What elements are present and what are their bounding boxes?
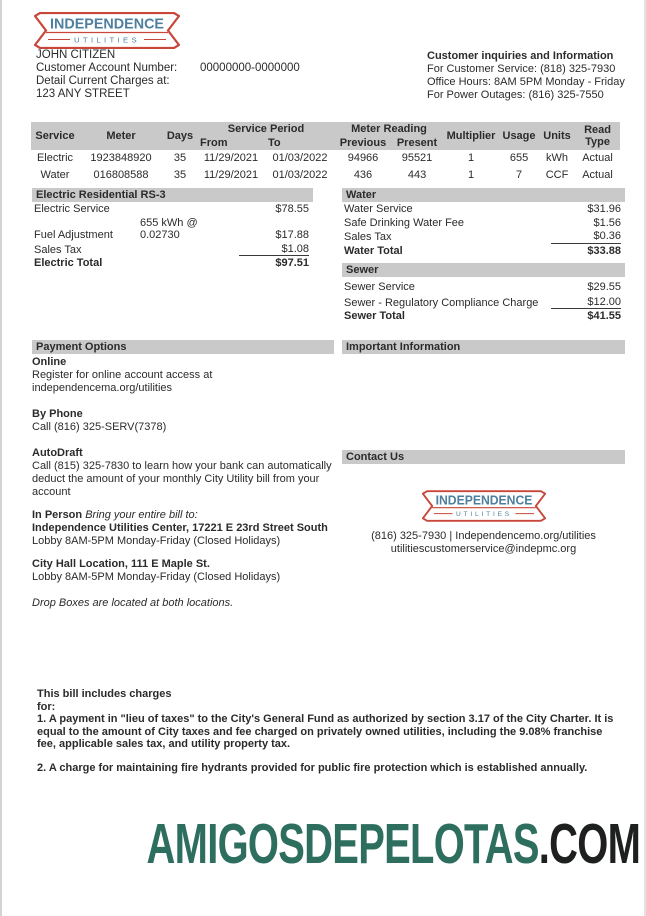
by-phone-heading: By Phone bbox=[32, 408, 83, 420]
col-days: Days bbox=[166, 130, 194, 142]
charge-label: Electric Service bbox=[34, 203, 110, 215]
col-group-service-period: Service Period bbox=[227, 123, 305, 135]
total-amount: $33.88 bbox=[587, 244, 621, 257]
cell-read-type: Actual bbox=[582, 152, 613, 164]
contact-phone-web: (816) 325-7930 | Independencemo.org/utilities bbox=[371, 530, 596, 542]
charge-label: Water Service bbox=[344, 203, 413, 215]
charge-label: Sales Tax bbox=[344, 231, 392, 243]
cell-meter: 016808588 bbox=[93, 169, 149, 181]
customer-inquiries-block bbox=[427, 50, 637, 102]
total-amount: $41.55 bbox=[587, 310, 621, 322]
charge-row bbox=[342, 281, 625, 294]
table-row-electric bbox=[31, 150, 620, 167]
notes-heading-line1: This bill includes charges bbox=[37, 688, 172, 700]
logo-title-text: INDEPENDENCE bbox=[50, 15, 164, 33]
cell-read-type: Actual bbox=[582, 169, 613, 181]
contact-email: utilitiescustomerservice@indepmc.org bbox=[390, 543, 577, 555]
col-previous: Previous bbox=[339, 137, 387, 149]
cell-multiplier: 1 bbox=[467, 152, 475, 164]
cell-present: 95521 bbox=[401, 152, 433, 164]
by-phone-line: Call (816) 325-SERV(7378) bbox=[32, 421, 167, 433]
col-units: Units bbox=[543, 130, 571, 142]
service-address: 123 ANY STREET bbox=[36, 88, 130, 100]
charge-label: Fuel Adjustment bbox=[34, 229, 113, 241]
contact-us-header: Contact Us bbox=[342, 450, 625, 464]
watermark-site-name: AMIGOSDEPELOTAS bbox=[146, 812, 539, 876]
cell-from: 11/29/2021 bbox=[203, 152, 259, 164]
cell-usage: 7 bbox=[515, 169, 523, 181]
online-url: independencema.org/utilities bbox=[32, 382, 173, 394]
cell-previous: 94966 bbox=[347, 152, 379, 164]
power-outages-phone: For Power Outages: (816) 325-7550 bbox=[427, 89, 604, 101]
independence-utilities-logo-small bbox=[342, 490, 625, 526]
col-group-meter-reading: Meter Reading bbox=[351, 123, 427, 135]
total-label: Electric Total bbox=[34, 257, 103, 269]
sewer-total-row bbox=[342, 310, 625, 323]
cell-usage: 655 bbox=[509, 152, 529, 164]
meter-table-header bbox=[31, 122, 620, 150]
drop-boxes-note: Drop Boxes are located at both locations. bbox=[32, 597, 234, 609]
in-person-hours: Lobby 8AM-5PM Monday-Friday (Closed Holidays) bbox=[32, 535, 281, 547]
customer-name: JOHN CITIZEN bbox=[36, 49, 116, 61]
cell-service: Electric bbox=[36, 152, 74, 164]
cell-present: 443 bbox=[407, 169, 427, 181]
logo-title-text: INDEPENDENCE bbox=[435, 492, 532, 508]
electric-total-row bbox=[32, 257, 313, 270]
charge-label: Sewer Service bbox=[344, 281, 415, 293]
city-hall-location: City Hall Location, 111 E Maple St. bbox=[32, 558, 210, 570]
charge-amount: $29.55 bbox=[587, 281, 621, 293]
bill-charges-notes bbox=[37, 688, 621, 774]
col-to: To bbox=[268, 137, 281, 149]
watermark-tld: .COM bbox=[538, 812, 640, 876]
independence-utilities-logo bbox=[34, 12, 180, 53]
col-service: Service bbox=[35, 130, 75, 142]
charge-row bbox=[32, 243, 313, 257]
charge-amount: $78.55 bbox=[275, 203, 309, 215]
inquiries-title: Customer inquiries and Information bbox=[427, 50, 614, 62]
payment-options-section bbox=[32, 340, 334, 610]
cell-to: 01/03/2022 bbox=[272, 152, 328, 164]
cell-days: 35 bbox=[173, 169, 187, 181]
in-person-note: Bring your entire bill to: bbox=[85, 509, 198, 521]
electric-charges-section bbox=[32, 188, 313, 270]
cell-previous: 436 bbox=[353, 169, 373, 181]
cell-days: 35 bbox=[173, 152, 187, 164]
table-row-water bbox=[31, 167, 620, 184]
important-information-header: Important Information bbox=[342, 340, 625, 354]
total-label: Sewer Total bbox=[344, 310, 405, 322]
charge-amount: $0.36 bbox=[551, 230, 621, 244]
account-number-label: Customer Account Number: bbox=[36, 62, 178, 74]
in-person-location: Independence Utilities Center, 17221 E 23rd Street South bbox=[32, 522, 328, 534]
cell-service: Water bbox=[40, 169, 70, 181]
ribbon-banner bbox=[422, 490, 546, 522]
meter-readings-table bbox=[31, 122, 620, 184]
charge-row bbox=[342, 296, 625, 310]
detail-charges-label: Detail Current Charges at: bbox=[36, 75, 170, 87]
charge-amount: $17.88 bbox=[275, 229, 309, 241]
col-from: From bbox=[200, 137, 228, 149]
water-section-header: Water bbox=[342, 188, 625, 202]
charge-amount: $1.08 bbox=[239, 243, 309, 257]
customer-service-phone: For Customer Service: (818) 325-7930 bbox=[427, 63, 616, 75]
cell-units: kWh bbox=[546, 152, 569, 164]
col-usage: Usage bbox=[502, 130, 536, 142]
water-total-row bbox=[342, 245, 625, 258]
logo-subtitle-text: UTILITIES bbox=[455, 512, 512, 519]
charge-amount: $12.00 bbox=[551, 296, 621, 310]
notes-heading-line2: for: bbox=[37, 700, 56, 713]
contact-us-section bbox=[342, 450, 625, 556]
charge-amount: $31.96 bbox=[587, 203, 621, 215]
in-person-heading: In Person bbox=[32, 509, 83, 521]
charge-label: Sales Tax bbox=[34, 243, 82, 256]
account-number-value: 00000000-0000000 bbox=[200, 62, 300, 74]
notes-item-2: 2. A charge for maintaining fire hydrants provided for public fire protection which is established annually. bbox=[37, 761, 588, 774]
notes-item-1: 1. A payment in "lieu of taxes" to the City's General Fund as authorized by section 3.17 of the City Charter. It is equal to the amount of City taxes and fee charged on privately owned utilities, including the 9.08% franchise fee, applicable sales tax, and utility property tax. bbox=[37, 713, 614, 750]
col-read-type: Read Type bbox=[584, 124, 611, 148]
office-hours: Office Hours: 8AM 5PM Monday - Friday bbox=[427, 76, 625, 88]
charge-row bbox=[32, 217, 313, 242]
total-label: Water Total bbox=[344, 244, 403, 257]
sewer-section-header: Sewer bbox=[342, 263, 625, 277]
watermark bbox=[146, 812, 640, 876]
charge-row bbox=[342, 230, 625, 244]
payment-options-header: Payment Options bbox=[32, 340, 334, 354]
charge-label: Safe Drinking Water Fee bbox=[344, 216, 465, 229]
charge-row bbox=[342, 217, 625, 230]
electric-section-header: Electric Residential RS-3 bbox=[32, 188, 313, 202]
charge-row bbox=[342, 203, 625, 216]
charge-label: Sewer - Regulatory Compliance Charge bbox=[344, 296, 539, 309]
city-hall-hours: Lobby 8AM-5PM Monday-Friday (Closed Holidays) bbox=[32, 571, 281, 583]
important-information-section bbox=[342, 340, 625, 354]
online-heading: Online bbox=[32, 356, 67, 368]
charge-amount: $1.56 bbox=[593, 216, 621, 229]
autodraft-text: Call (815) 325-7830 to learn how your bank can automatically deduct the amount of your monthly City Utility bill from your account bbox=[32, 460, 332, 498]
logo-subtitle-text: UTILITIES bbox=[74, 37, 140, 45]
cell-units: CCF bbox=[545, 169, 569, 181]
col-present: Present bbox=[396, 137, 438, 149]
cell-to: 01/03/2022 bbox=[272, 169, 328, 181]
charge-detail: 655 kWh @ 0.02730 bbox=[140, 216, 198, 241]
cell-multiplier: 1 bbox=[467, 169, 475, 181]
charge-row bbox=[32, 203, 313, 216]
cell-from: 11/29/2021 bbox=[203, 169, 259, 181]
total-amount: $97.51 bbox=[275, 257, 309, 269]
customer-info-block bbox=[36, 49, 366, 101]
online-line1: Register for online account access at bbox=[32, 369, 213, 381]
col-multiplier: Multiplier bbox=[446, 130, 496, 142]
col-meter: Meter bbox=[106, 130, 136, 142]
ribbon-banner bbox=[34, 12, 180, 49]
cell-meter: 1923848920 bbox=[90, 152, 152, 164]
autodraft-heading: AutoDraft bbox=[32, 447, 83, 459]
water-sewer-charges-section bbox=[342, 188, 625, 323]
